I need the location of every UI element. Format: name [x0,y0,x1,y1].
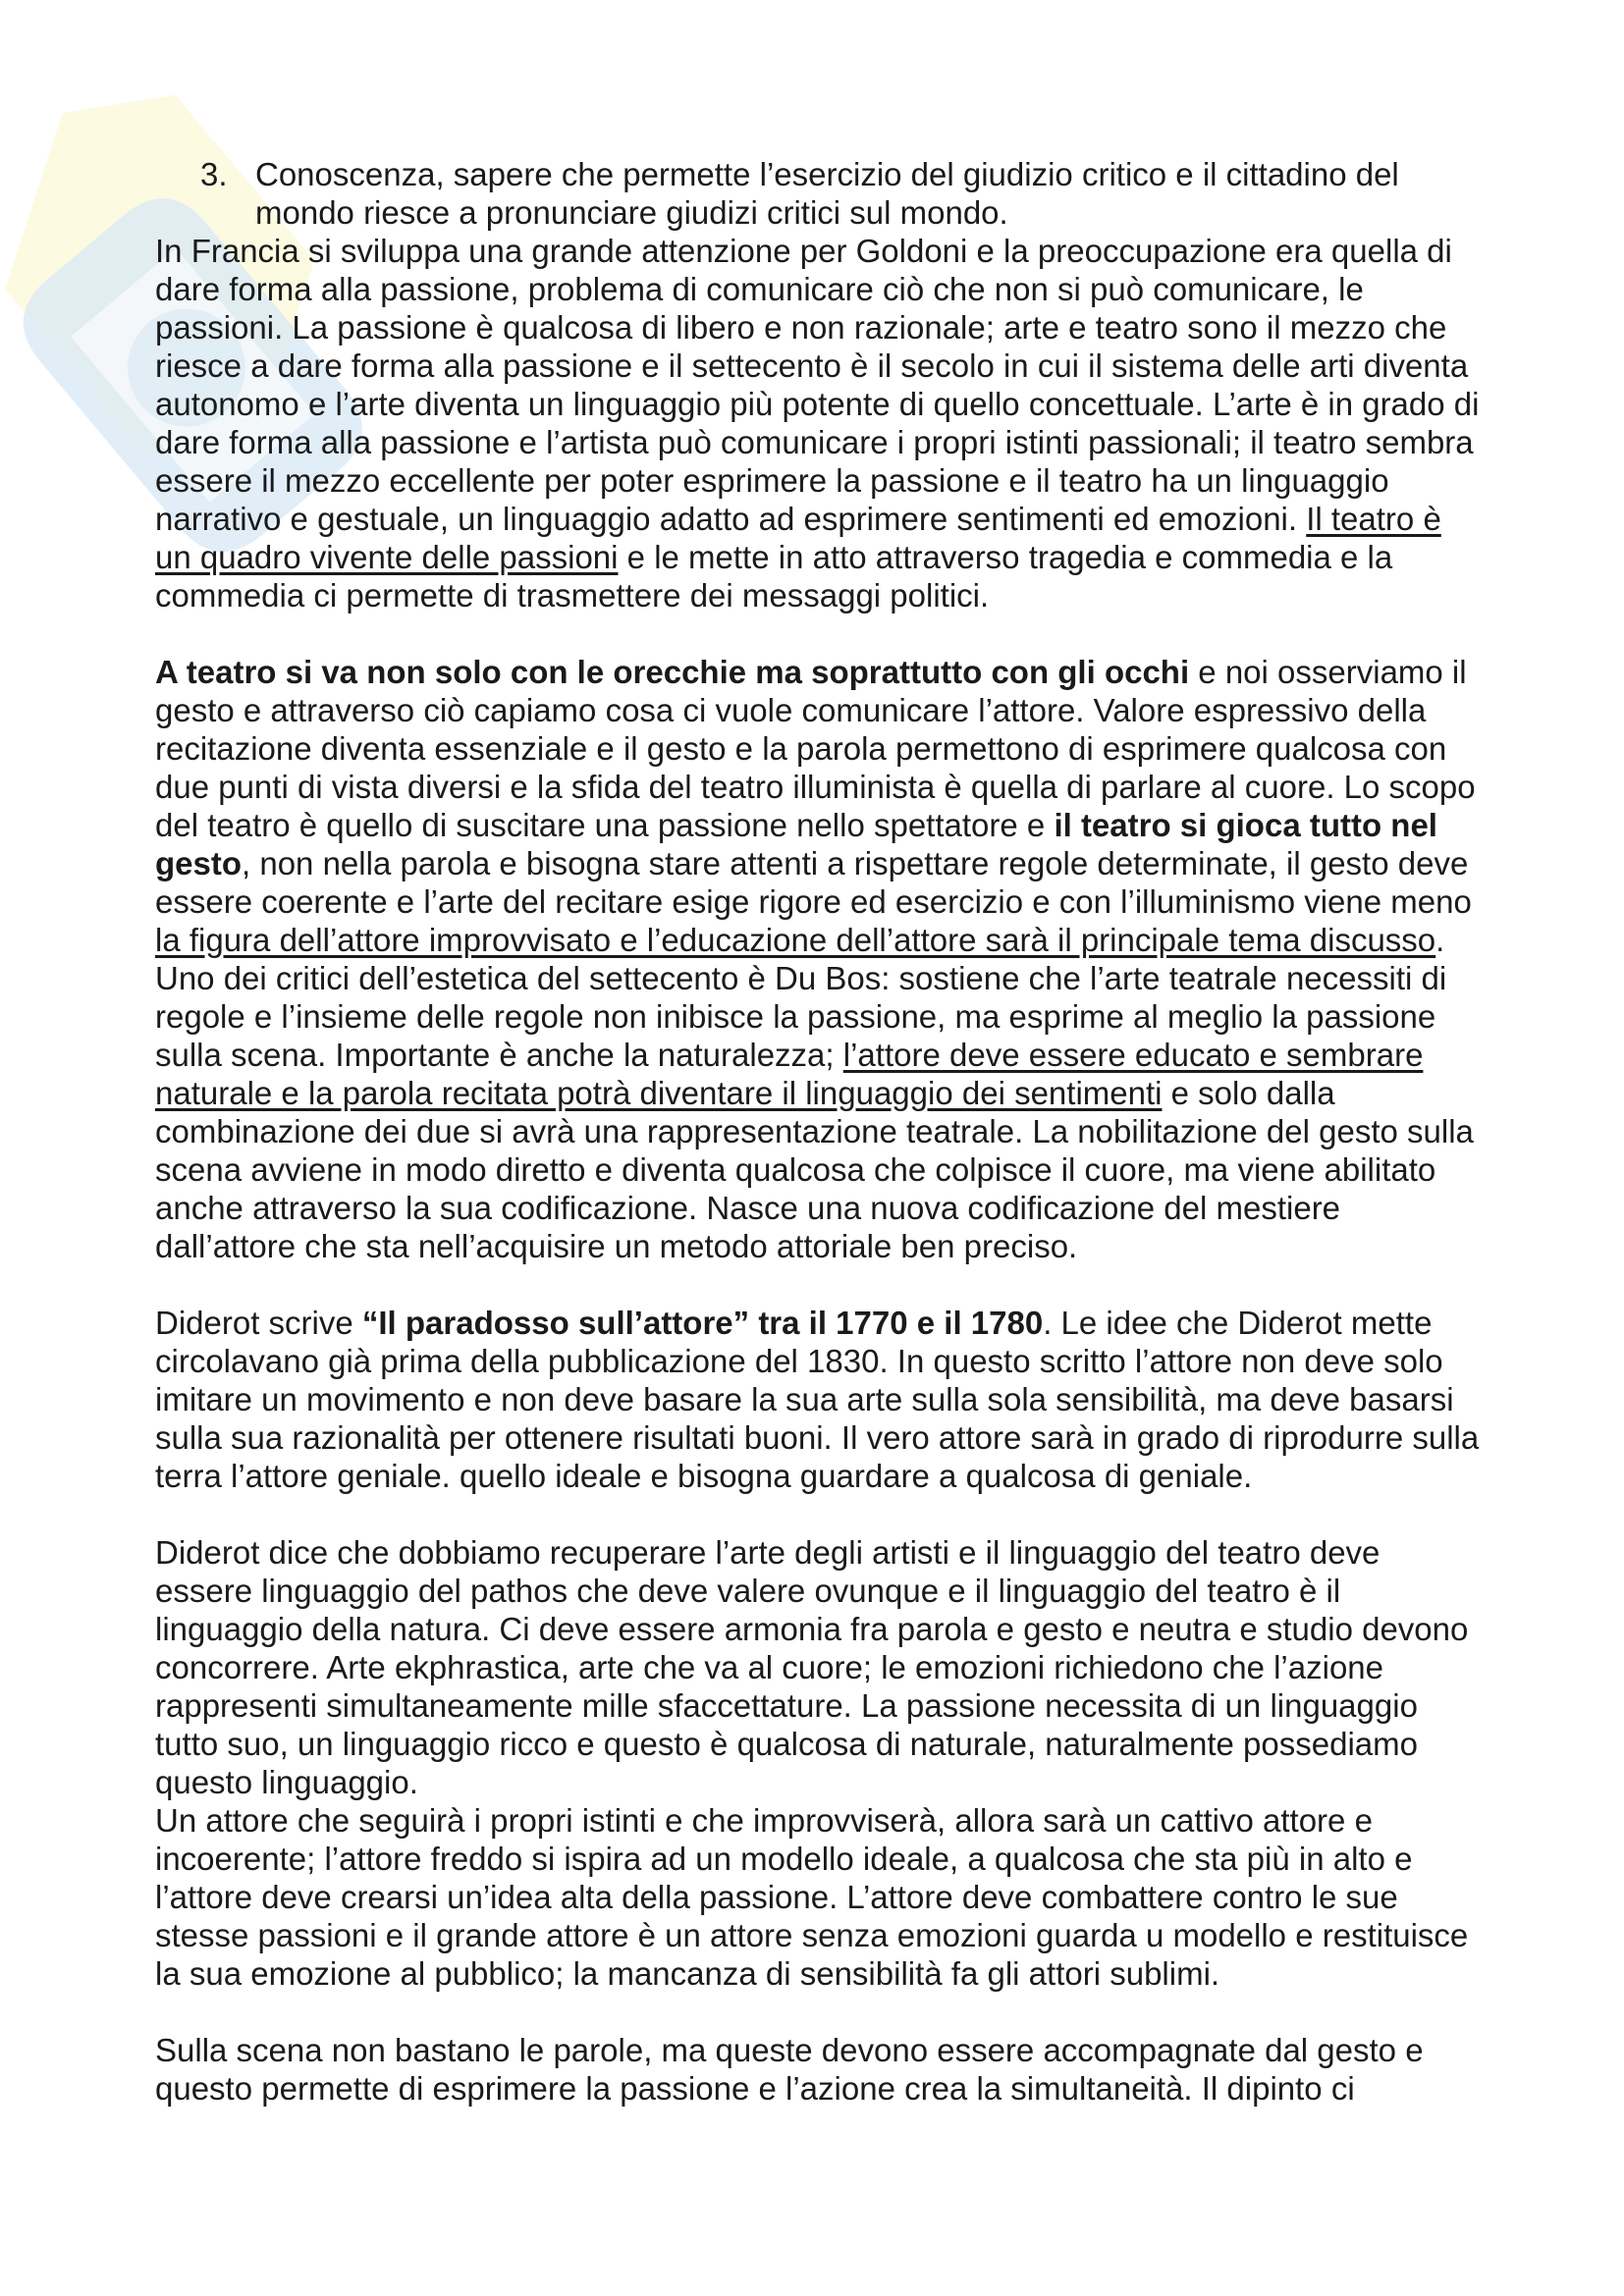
document-body [155,155,1481,2108]
paragraph-diderot-paradosso: Diderot scrive “Il paradosso sull’attore” tra il 1770 e il 1780. Le idee che Diderot mette circolavano già prima della pubblicazione del 1830. In questo scritto l’attore non deve solo imitare un movimento e non deve basare la sua arte sulla sola sensibilità, ma deve basarsi sulla sua razionalità per ottenere risultati buoni. Il vero attore sarà in grado di riprodurre sulla terra l’attore geniale. quello ideale e bisogna guardare a qualcosa di geniale. [155,1305,1480,1494]
underlined-phrase: l’attore deve essere educato e sembrare naturale e la parola recitata potrà diventare il linguaggio dei sentimenti [155,1037,1424,1111]
numbered-list-item [200,155,1481,232]
paragraph-diderot-linguaggio: Diderot dice che dobbiamo recuperare l’arte degli artisti e il linguaggio del teatro deve essere linguaggio del pathos che deve valere ovunque e il linguaggio del teatro è il linguaggio della natura. Ci deve essere armonia fra parola e gesto e neutra e studio devono concorrere. Arte ekphrastica, arte che va al cuore; le emozioni richiedono che l’azione rappresenti simultaneamente mille sfaccettature. La passione necessita di un linguaggio tutto suo, un linguaggio ricco e questo è qualcosa di naturale, naturalmente possediamo questo linguaggio. [155,1534,1469,1800]
bold-phrase: il teatro si gioca tutto nel gesto [155,807,1437,881]
paragraph-du-bos: Uno dei critici dell’estetica del settecento è Du Bos: sostiene che l’arte teatrale necessiti di regole e l’insieme delle regole non inibisce la passione, ma esprime al meglio la passione sulla scena. Importante è anche la naturalezza; l’attore deve essere educato e sembrare naturale e la parola recitata potrà diventare il linguaggio dei sentimenti e solo dalla combinazione dei due si avrà una rappresentazione teatrale. La nobilitazione del gesto sulla scena avviene in modo diretto e diventa qualcosa che colpisce il cuore, ma viene abilitato anche attraverso la sua codificazione. Nasce una nuova codificazione del mestiere dall’attore che sta nell’acquisire un metodo attoriale ben preciso. [155,960,1474,1264]
bold-phrase: A teatro si va non solo con le orecchie ma soprattutto con gli occhi [155,654,1190,690]
paragraph-francia: In Francia si sviluppa una grande attenzione per Goldoni e la preoccupazione era quella di dare forma alla passione, problema di comunicare ciò che non si può comunicare, le passioni. La passione è qualcosa di libero e non razionale; arte e teatro sono il mezzo che riesce a dare forma alla passione e il settecento è il secolo in cui il sistema delle arti diventa autonomo e l’arte diventa un linguaggio più potente di quello concettuale. L’arte è in grado di dare forma alla passione e l’artista può comunicare i propri istinti passionali; il teatro sembra essere il mezzo eccellente per poter esprimere la passione e il teatro ha un linguaggio narrativo e gestuale, un linguaggio adatto ad esprimere sentimenti ed emozioni. Il teatro è un quadro vivente delle passioni e le mette in atto attraverso tragedia e commedia e la commedia ci permette di trasmettere dei messaggi politici. [155,233,1480,614]
paragraph-attore-istinti: Un attore che seguirà i propri istinti e che improvviserà, allora sarà un cattivo attore e incoerente; l’attore freddo si ispira ad un modello ideale, a qualcosa che sta più in alto e l’attore deve crearsi un’idea alta della passione. L’attore deve combattere contro le sue stesse passioni e il grande attore è un attore senza emozioni guarda u modello e restituisce la sua emozione al pubblico; la mancanza di sensibilità fa gli attori sublimi. [155,1802,1469,1992]
paragraph-scena-parole: Sulla scena non bastano le parole, ma queste devono essere accompagnate dal gesto e questo permette di esprimere la passione e l’azione crea la simultaneità. Il dipinto ci [155,2032,1424,2107]
underlined-phrase: la figura dell’attore improvvisato e l’educazione dell’attore sarà il principale tema discusso [155,922,1436,958]
underlined-phrase: Il teatro è un quadro vivente delle passioni [155,501,1441,575]
list-number: 3. [200,156,228,192]
list-item-text: Conoscenza, sapere che permette l’esercizio del giudizio critico e il cittadino del mondo riesce a pronunciare giudizi critici sul mondo. [255,156,1399,231]
bold-phrase: “Il paradosso sull’attore” tra il 1770 e il 1780 [361,1305,1044,1341]
paragraph-teatro-occhi: A teatro si va non solo con le orecchie ma soprattutto con gli occhi e noi osserviamo il gesto e attraverso ciò capiamo cosa ci vuole comunicare l’attore. Valore espressivo della recitazione diventa essenziale e il gesto e la parola permettono di esprimere qualcosa con due punti di vista diversi e la sfida del teatro illuminista è quella di parlare al cuore. Lo scopo del teatro è quello di suscitare una passione nello spettatore e il teatro si gioca tutto nel gesto, non nella parola e bisogna stare attenti a rispettare regole determinate, il gesto deve essere coerente e l’arte del recitare esige rigore ed esercizio e con l’illuminismo viene meno la figura dell’attore improvvisato e l’educazione dell’attore sarà il principale tema discusso. [155,654,1476,958]
